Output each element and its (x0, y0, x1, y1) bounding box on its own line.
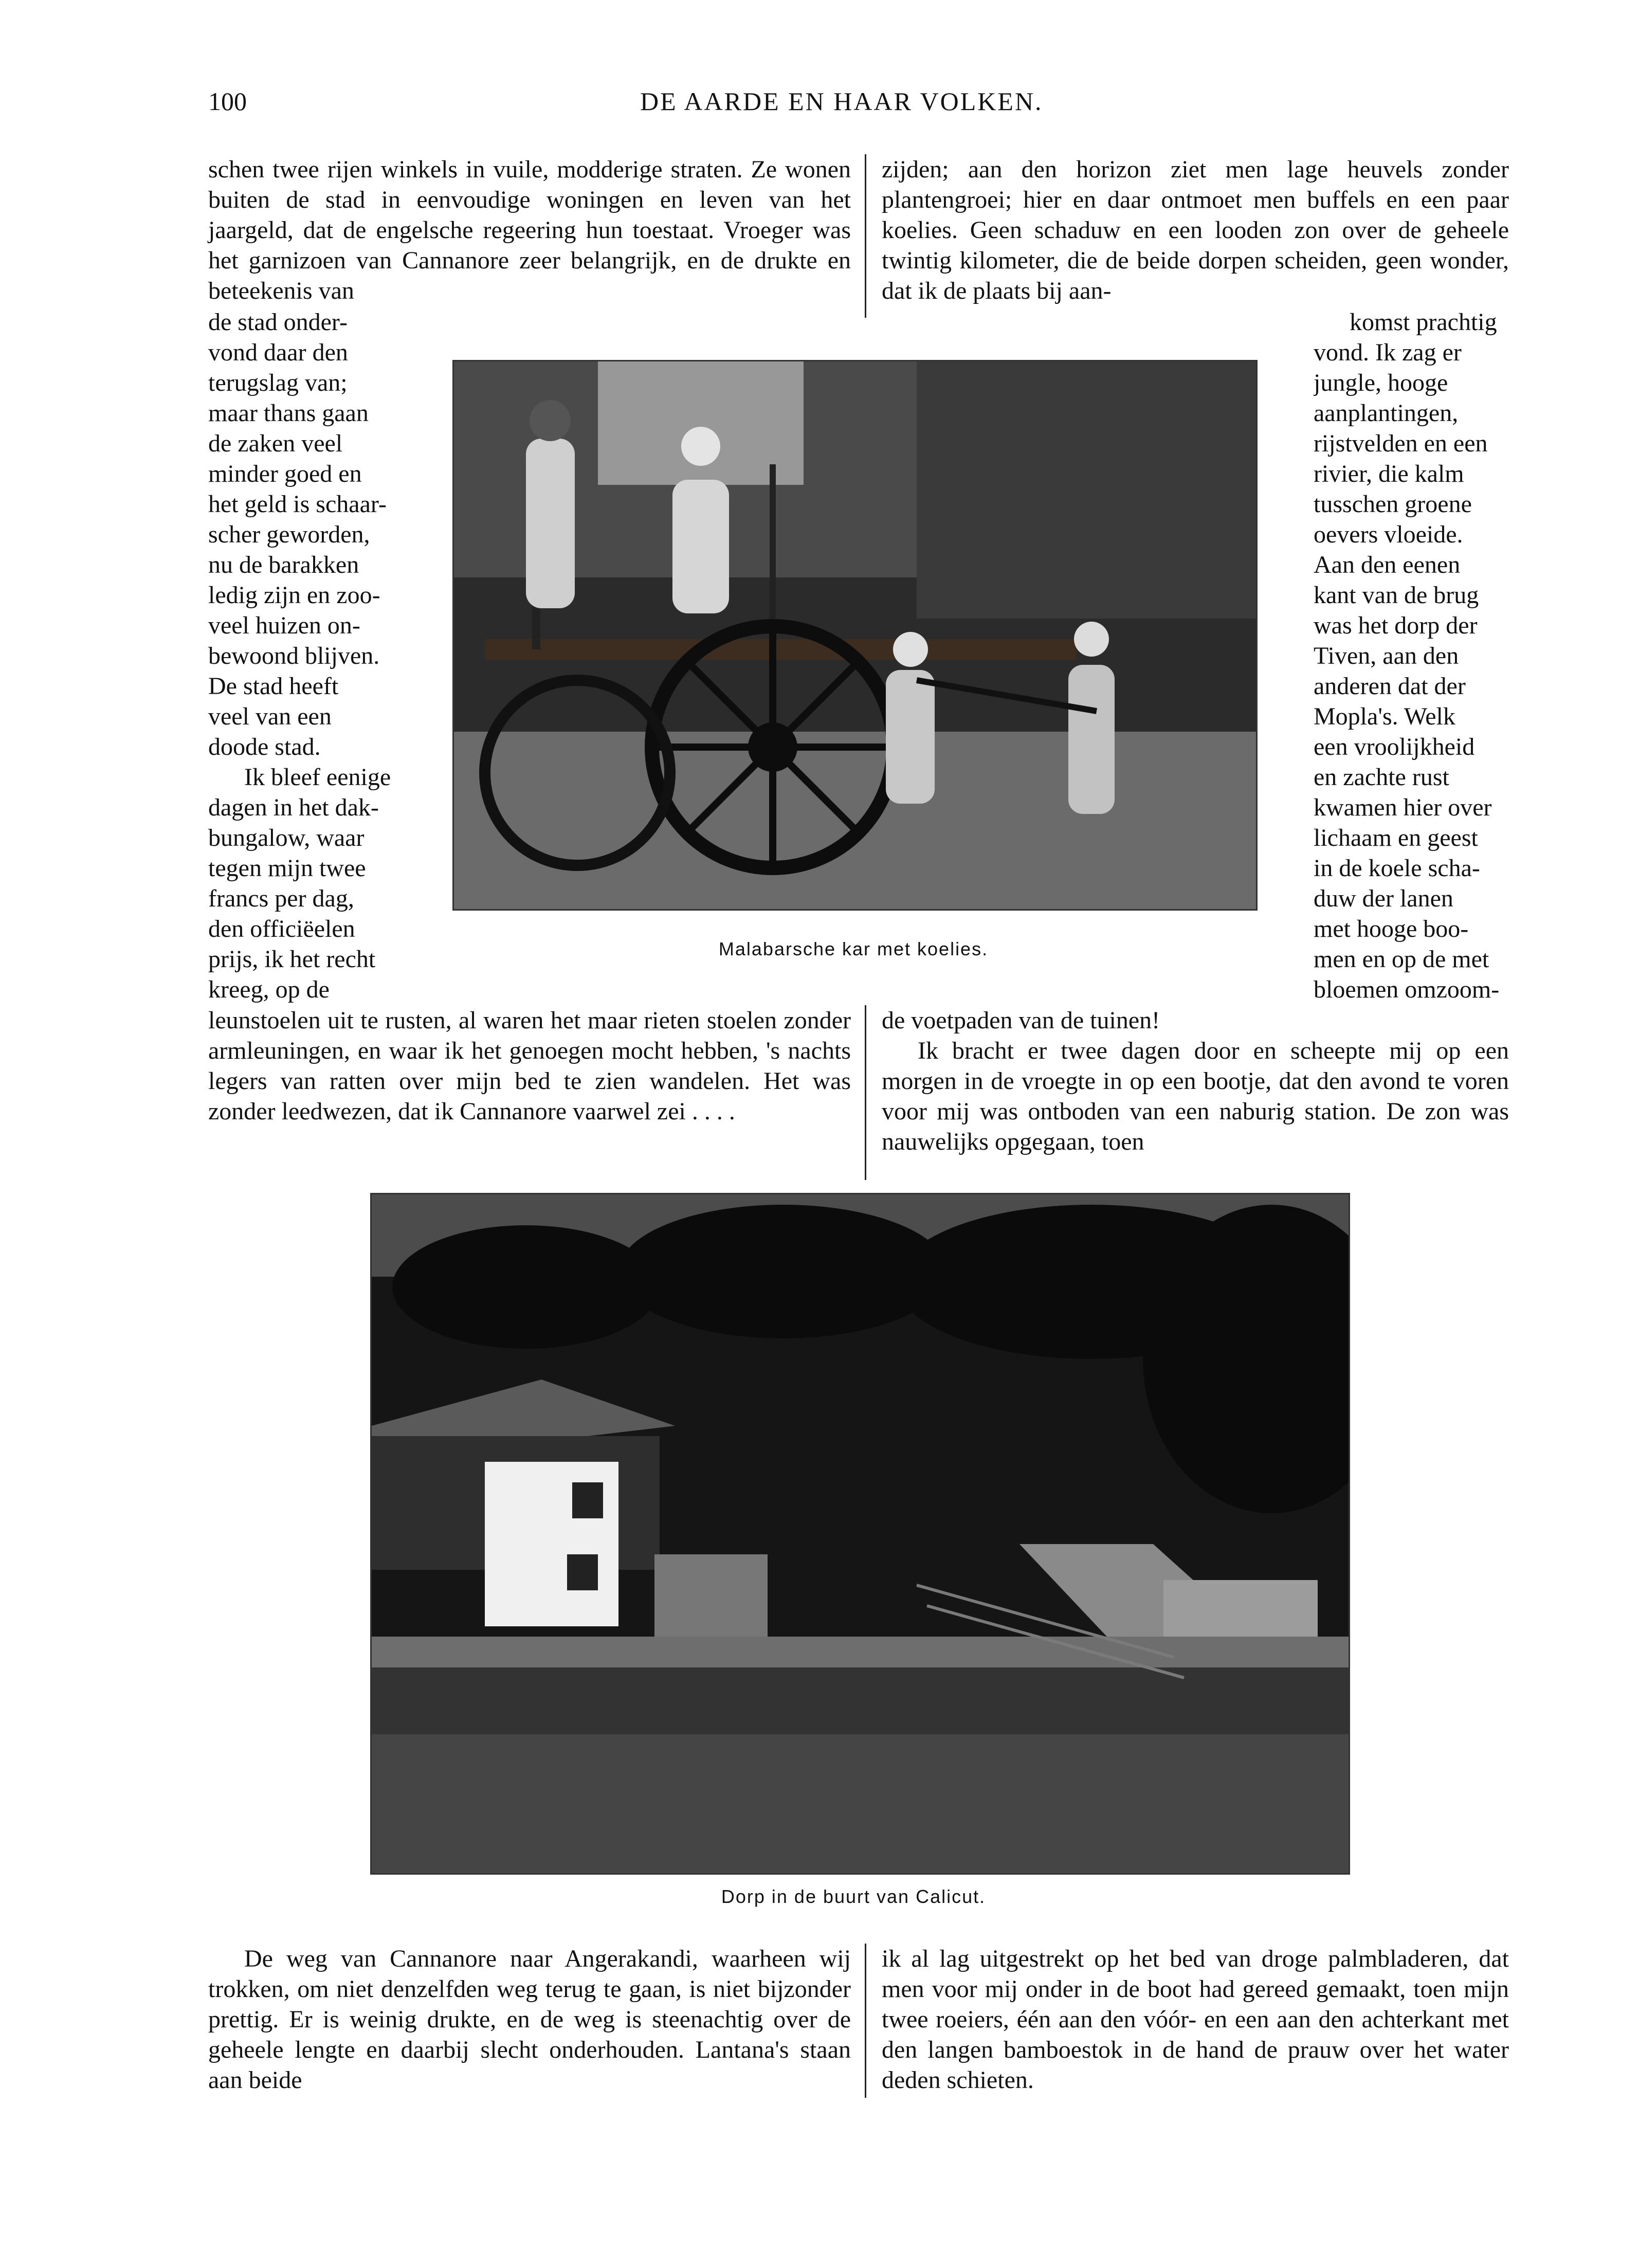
photo-village-illustration (372, 1194, 1349, 1873)
text-line: aanplantingen, (1314, 400, 1459, 427)
text-line: De stad heeft (208, 673, 339, 700)
text-line: anderen dat der (1314, 673, 1466, 700)
caption-village: Dorp in de buurt van Calicut. (721, 1886, 986, 1907)
column-divider-mid (865, 1005, 866, 1180)
running-title: DE AARDE EN HAAR VOLKEN. (640, 87, 1043, 116)
text-line: Mopla's. Welk (1314, 703, 1455, 730)
paragraph-left-mid: leunstoelen uit te rusten, al waren het maar rieten stoelen zonder armleuningen, en waar ik het genoegen mocht hebben, 's nachts legers van ratten over mijn bed te zien wandelen. Het was zonder leedwezen, dat ik Cannanore vaarwel zei . . . . (208, 1007, 851, 1125)
text-line: maar thans gaan (208, 400, 369, 427)
text-line: Aan den eenen (1314, 551, 1461, 578)
text-line: nu de barakken (208, 551, 359, 578)
text-line: bewoond blijven. (208, 642, 380, 669)
text-line: tegen mijn twee (208, 855, 366, 882)
text-line: Tiven, aan den (1314, 642, 1459, 669)
text-line: veel van een (208, 703, 332, 730)
text-line: rivier, die kalm (1314, 460, 1464, 487)
text-line: kant van de brug (1314, 582, 1479, 609)
photo-cart-illustration (454, 361, 1256, 909)
text-line: rijstvelden en een (1314, 430, 1488, 457)
wrap-text-right (1314, 307, 1509, 1005)
text-line: terugslag van; (208, 369, 348, 396)
text-line: francs per dag, (208, 885, 354, 912)
text-line: het geld is schaar- (208, 491, 387, 518)
wrap-text-left (208, 307, 404, 1005)
text-line: Ik bleef eenige (244, 764, 391, 791)
text-line: minder goed en (208, 460, 362, 487)
text-line: scher geworden, (208, 521, 370, 548)
paragraph-left-top: schen twee rijen winkels in vuile, modderige straten. Ze wonen buiten de stad in eenvoudige woningen en leven van het jaargeld, dat de engelsche regeering hun toestaat. Vroeger was het garnizoen van Cannanore zeer belangrijk, en de drukte en beteekenis van (208, 156, 851, 304)
text-line: tusschen groene (1314, 491, 1472, 518)
text-line: bloemen omzoom- (1314, 976, 1500, 1003)
text-line: was het dorp der (1314, 612, 1478, 639)
text-line: jungle, hooge (1314, 369, 1448, 396)
text-line: in de koele scha- (1314, 855, 1480, 882)
text-line: de stad onder- (208, 309, 348, 336)
text-line: komst prachtig (1350, 309, 1497, 336)
caption-cart: Malabarsche kar met koelies. (718, 938, 989, 959)
page-number: 100 (208, 87, 247, 116)
text-line: bungalow, waar (208, 824, 365, 851)
column-divider-bottom (865, 1944, 866, 2098)
photo-village-calicut (370, 1193, 1350, 1875)
text-line: vond daar den (208, 339, 348, 366)
photo-cart-with-coolies (452, 360, 1258, 911)
text-line: veel huizen on- (208, 612, 360, 639)
text-line: prijs, ik het recht (208, 946, 376, 973)
paragraph-right-mid: de voetpaden van de tuinen! Ik bracht er twee dagen door en scheepte mij op een morgen in de vroegte in op een bootje, dat den avond te voren voor mij was ontboden van een naburig station. De zon was nauwelijks opgegaan, toen (882, 1007, 1509, 1155)
text-line: doode stad. (208, 733, 321, 760)
text-line: men en op de met (1314, 946, 1489, 973)
text-line: ledig zijn en zoo- (208, 582, 380, 609)
paragraph-left-bottom: De weg van Cannanore naar Angerakandi, waarheen wij trokken, om niet denzelfden weg terug te gaan, is niet bijzonder prettig. Er is weinig drukte, en de weg is steenachtig over de geheele lengte en daarbij slecht onderhouden. Lantana's staan aan beide (208, 1945, 851, 2094)
text-line: met hooge boo- (1314, 915, 1469, 942)
text-line: duw der lanen (1314, 885, 1453, 912)
text-line: oevers vloeide. (1314, 521, 1463, 548)
text-line: den officiëelen (208, 915, 355, 942)
column-divider-top (865, 154, 866, 318)
text-line: kreeg, op de (208, 976, 330, 1003)
paragraph-right-bottom: ik al lag uitgestrekt op het bed van droge palmbladeren, dat men voor mij onder in de boot had gereed gemaakt, toen mijn twee roeiers, één aan den vóór- en een aan den achterkant met den langen bamboestok in de hand de prauw over het water deden schieten. (882, 1945, 1509, 2094)
text-line: en zachte rust (1314, 764, 1449, 791)
text-line: dagen in het dak- (208, 794, 379, 821)
text-line: lichaam en geest (1314, 824, 1478, 851)
text-line: kwamen hier over (1314, 794, 1492, 821)
text-line: de zaken veel (208, 430, 343, 457)
text-line: een vroolijkheid (1314, 733, 1475, 760)
text-line: vond. Ik zag er (1314, 339, 1462, 366)
paragraph-right-top: zijden; aan den horizon ziet men lage heuvels zonder plantengroei; hier en daar ontmoet men buffels en een paar koelies. Geen schaduw en een looden zon over de geheele twintig kilometer, die de beide dorpen scheiden, geen wonder, dat ik de plaats bij aan- (882, 156, 1509, 304)
